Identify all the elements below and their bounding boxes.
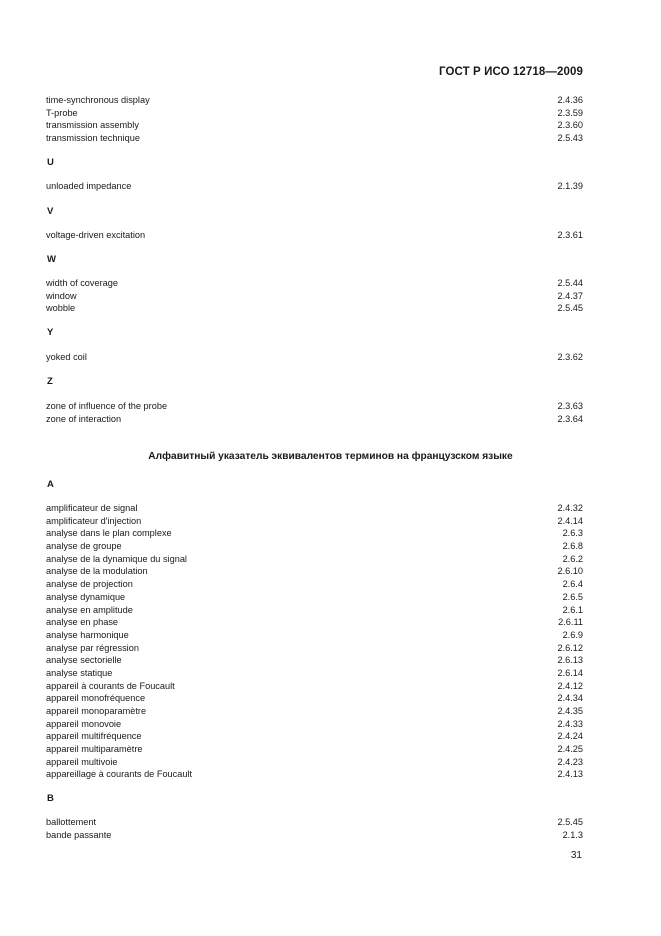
index-entry: [46, 816, 583, 829]
index-term: unloaded impedance: [46, 181, 132, 191]
index-entry: [46, 290, 583, 303]
index-clause-number: 2.6.10: [557, 566, 583, 577]
index-term: analyse en phase: [46, 617, 119, 628]
index-clause-number: 2.4.37: [557, 290, 583, 301]
index-term: analyse statique: [46, 667, 113, 678]
index-term: voltage-driven excitation: [46, 230, 146, 240]
index-clause-number: 2.1.39: [557, 181, 583, 191]
letter-heading-w: W: [47, 254, 56, 265]
index-entry: [46, 107, 583, 120]
index-term: appareil multiparamètre: [46, 744, 143, 755]
index-entry: [46, 413, 583, 426]
index-clause-number: 2.4.25: [557, 744, 583, 755]
index-term: analyse de projection: [46, 579, 133, 590]
index-clause-number: 2.6.3: [562, 528, 583, 539]
index-entry: [46, 756, 583, 769]
index-entry: [46, 229, 583, 242]
index-entry: [46, 692, 583, 705]
index-clause-number: 2.3.60: [557, 120, 583, 131]
index-term: width of coverage: [46, 278, 119, 288]
index-entry: [46, 277, 583, 290]
index-term: transmission technique: [46, 133, 140, 144]
index-term: analyse de groupe: [46, 541, 122, 552]
entries-t: [46, 94, 583, 145]
entries-v: [46, 229, 583, 242]
index-entry: [46, 680, 583, 693]
index-clause-number: 2.4.35: [557, 706, 583, 716]
index-entry: [46, 730, 583, 743]
index-clause-number: 2.4.14: [557, 515, 583, 526]
index-clause-number: 2.3.64: [557, 413, 583, 424]
index-term: wobble: [46, 303, 76, 314]
index-clause-number: 2.3.63: [557, 401, 583, 411]
index-entry: [46, 180, 583, 193]
index-term: appareil monovoie: [46, 718, 122, 729]
index-clause-number: 2.1.3: [562, 829, 583, 840]
index-term: appareillage à courants de Foucault: [46, 769, 193, 780]
index-term: analyse dans le plan complexe: [46, 528, 172, 539]
index-clause-number: 2.6.5: [562, 591, 583, 602]
index-entry: [46, 705, 583, 718]
letter-heading-y: Y: [47, 327, 54, 338]
entries-w: [46, 277, 583, 315]
index-entry: [46, 132, 583, 145]
index-clause-number: 2.6.13: [557, 655, 583, 666]
index-entry: [46, 642, 583, 655]
index-clause-number: 2.6.1: [562, 604, 583, 615]
index-term: analyse de la dynamique du signal: [46, 553, 187, 564]
index-term: analyse dynamique: [46, 591, 126, 602]
index-entry: [46, 604, 583, 617]
index-entry: [46, 400, 583, 413]
index-entry: [46, 768, 583, 781]
index-entry: [46, 578, 583, 591]
letter-heading-a: A: [47, 479, 54, 490]
index-clause-number: 2.5.44: [557, 278, 583, 288]
index-entry: [46, 616, 583, 629]
letter-heading-v: V: [47, 206, 54, 217]
index-term: amplificateur d'injection: [46, 515, 142, 526]
index-clause-number: 2.4.24: [557, 731, 583, 742]
index-entry: [46, 553, 583, 566]
index-term: T-probe: [46, 107, 78, 118]
index-clause-number: 2.6.9: [562, 629, 583, 640]
entries-a: [46, 502, 583, 781]
index-term: appareil multivoie: [46, 756, 118, 767]
index-entry: [46, 591, 583, 604]
index-clause-number: 2.4.34: [557, 693, 583, 704]
index-entry: [46, 351, 583, 364]
index-term: appareil monofréquence: [46, 693, 146, 704]
index-term: analyse de la modulation: [46, 566, 148, 577]
entries-b: [46, 816, 583, 841]
index-term: window: [46, 290, 77, 301]
index-clause-number: 2.5.45: [557, 817, 583, 827]
entries-y: [46, 351, 583, 364]
index-term: time-synchronous display: [46, 95, 150, 105]
index-term: yoked coil: [46, 352, 87, 362]
index-clause-number: 2.6.11: [558, 617, 583, 628]
entries-z: [46, 400, 583, 425]
index-term: analyse par régression: [46, 642, 139, 653]
index-term: analyse harmonique: [46, 629, 129, 640]
letter-heading-u: U: [47, 157, 54, 168]
index-term: zone of interaction: [46, 413, 122, 424]
index-clause-number: 2.6.4: [562, 579, 583, 590]
index-clause-number: 2.6.12: [557, 642, 583, 653]
standard-designation: ГОСТ Р ИСО 12718—2009: [438, 66, 583, 78]
page-number: 31: [570, 850, 582, 861]
index-term: appareil monoparamètre: [46, 706, 147, 716]
index-clause-number: 2.4.32: [557, 503, 583, 513]
index-clause-number: 2.4.33: [557, 718, 583, 729]
index-clause-number: 2.5.45: [557, 303, 583, 314]
index-entry: [46, 527, 583, 540]
entries-u: [46, 180, 583, 193]
index-clause-number: 2.3.61: [557, 230, 583, 240]
index-term: ballottement: [46, 817, 97, 827]
letter-heading-b: B: [47, 793, 54, 804]
index-entry: [46, 718, 583, 731]
index-entry: [46, 743, 583, 756]
index-term: zone of influence of the probe: [46, 401, 168, 411]
index-clause-number: 2.3.62: [557, 352, 583, 362]
index-entry: [46, 829, 583, 842]
index-clause-number: 2.4.13: [557, 769, 583, 780]
letter-heading-z: Z: [47, 376, 53, 387]
index-term: analyse sectorielle: [46, 655, 122, 666]
index-term: amplificateur de signal: [46, 503, 138, 513]
index-entry: [46, 515, 583, 528]
index-entry: [46, 502, 583, 515]
index-entry: [46, 94, 583, 107]
index-entry: [46, 119, 583, 132]
index-clause-number: 2.4.12: [557, 680, 583, 691]
index-clause-number: 2.6.14: [557, 667, 583, 678]
index-term: bande passante: [46, 829, 112, 840]
index-clause-number: 2.6.2: [562, 553, 583, 564]
index-entry: [46, 654, 583, 667]
index-clause-number: 2.4.23: [557, 756, 583, 767]
index-entry: [46, 629, 583, 642]
index-clause-number: 2.3.59: [557, 107, 583, 118]
index-entry: [46, 565, 583, 578]
index-clause-number: 2.5.43: [557, 133, 583, 144]
index-entry: [46, 667, 583, 680]
index-term: appareil multifréquence: [46, 731, 142, 742]
index-term: analyse en amplitude: [46, 604, 133, 615]
index-term: appareil à courants de Foucault: [46, 680, 175, 691]
index-entry: [46, 540, 583, 553]
index-clause-number: 2.6.8: [562, 541, 583, 552]
index-term: transmission assembly: [46, 120, 139, 131]
section-title: Алфавитный указатель эквивалентов терминов на французском языке: [148, 451, 513, 462]
index-clause-number: 2.4.36: [557, 95, 583, 105]
index-entry: [46, 302, 583, 315]
